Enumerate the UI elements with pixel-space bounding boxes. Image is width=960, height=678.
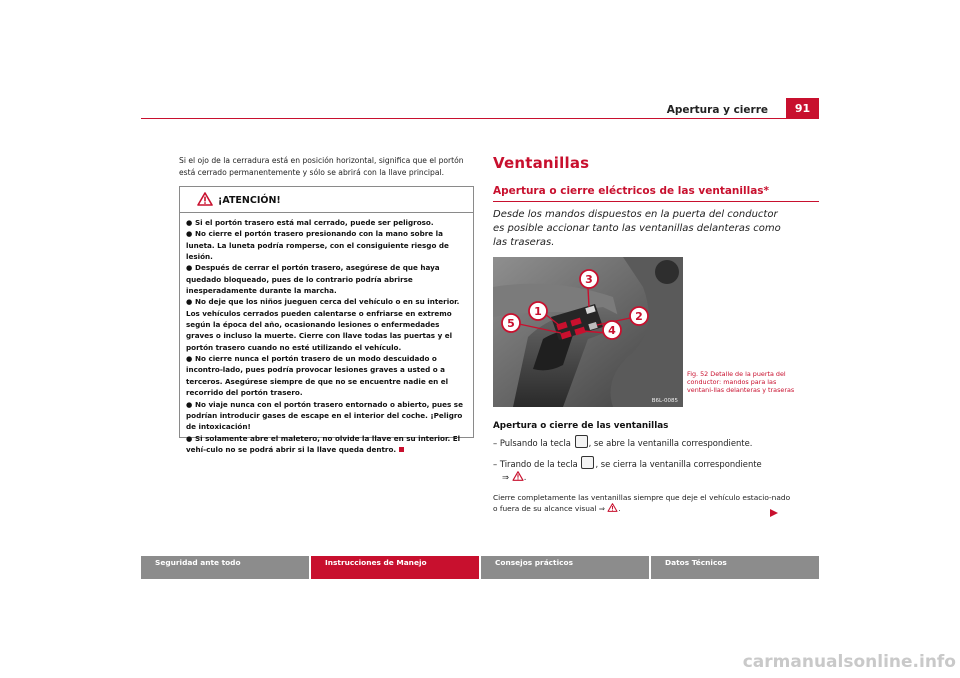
next-page-arrow-icon[interactable] xyxy=(769,508,779,518)
bullet-icon: ● xyxy=(186,433,193,443)
warning-item: ● No deje que los niños jueguen cerca del vehículo o en su interior. Los vehículos cerrados pueden calentarse o enfriarse en extremo según la época del año, ocasionando lesiones o enfermedades graves o incluso la muerte. Cierre con llave todas las puertas y el portón trasero cuando no esté utilizando el vehículo. xyxy=(186,297,460,352)
svg-text:1: 1 xyxy=(534,305,542,318)
footer-tab-consejos[interactable]: Consejos prácticos xyxy=(481,556,649,579)
warning-triangle-icon xyxy=(512,471,524,481)
svg-text:2: 2 xyxy=(635,310,643,323)
door-switch-figure xyxy=(493,257,683,407)
callout-4 xyxy=(603,321,621,339)
callout-2 xyxy=(630,307,648,325)
warning-header xyxy=(180,187,473,213)
subsection-title: Apertura o cierre eléctricos de las ventanillas* xyxy=(493,185,770,197)
bullet-icon: ● xyxy=(186,399,193,409)
watermark-text: carmanualsonline.info xyxy=(742,652,956,672)
operation-step-close: – Tirando de la tecla , se cierra la ventanilla correspondiente ⇒ . xyxy=(493,456,793,484)
bullet-icon: ● xyxy=(186,297,193,307)
svg-text:5: 5 xyxy=(507,317,515,330)
bullet-icon: ● xyxy=(186,218,193,227)
warning-item: ● No cierre nunca el portón trasero de un modo descuidado o incontro-lado, pues podría provocar lesiones graves a usted o a terceros. Asegúrese siempre de que no se encuentre nadie en el recorrido del portón trasero. xyxy=(186,354,449,398)
operation-step-open: – Pulsando la tecla , se abre la ventanilla correspondiente. xyxy=(493,435,793,450)
callout-line-3 xyxy=(588,288,589,307)
callout-3 xyxy=(580,270,598,288)
svg-text:4: 4 xyxy=(608,324,616,337)
warning-title: ¡ATENCIÓN! xyxy=(218,195,281,206)
warning-item: ● No cierre el portón trasero presionando con la mano sobre la luneta. La luneta podría romperse, con el consiguiente riesgo de lesión. xyxy=(186,229,449,262)
bullet-icon: ● xyxy=(186,263,193,273)
bullet-icon: ● xyxy=(186,229,193,239)
warning-item: ● Si el portón trasero está mal cerrado, puede ser peligroso. xyxy=(186,218,434,227)
intro-paragraph: Si el ojo de la cerradura está en posición horizontal, significa que el portón está cerrado permanentemente y sólo se abrirá con la llave principal. xyxy=(179,156,464,177)
lead-paragraph: Desde los mandos dispuestos en la puerta del conductor es posible accionar tanto las ventanillas delanteras como las traseras. xyxy=(493,209,781,248)
footer-tab-datos[interactable]: Datos Técnicos xyxy=(651,556,819,579)
window-switch-key-icon xyxy=(575,435,588,448)
operation-title: Apertura o cierre de las ventanillas xyxy=(493,421,669,431)
warning-box xyxy=(179,186,474,454)
closing-note: Cierre completamente las ventanillas siempre que deje el vehículo estacio-nado o fuera de su alcance visual ⇒ . xyxy=(493,493,791,513)
page-number: 91 xyxy=(786,98,819,118)
section-end-icon xyxy=(399,447,404,452)
window-switch-key-icon xyxy=(581,456,594,469)
warning-list xyxy=(186,217,469,455)
door-lock-knob xyxy=(655,260,679,284)
header-rule xyxy=(141,118,819,119)
warning-divider xyxy=(180,212,473,213)
callout-1 xyxy=(529,302,547,320)
running-header-title: Apertura y cierre xyxy=(666,104,768,116)
footer-tab-seguridad[interactable]: Seguridad ante todo xyxy=(141,556,309,579)
figure-caption: Fig. 52 Detalle de la puerta del conductor: mandos para las ventani-llas delanteras y traseras xyxy=(687,370,795,394)
footer-tab-instrucciones[interactable]: Instrucciones de Manejo xyxy=(311,556,479,579)
warning-item: ● Después de cerrar el portón trasero, asegúrese de que haya quedado bloqueado, pues de lo contrario podría abrirse inesperadamente durante la marcha. xyxy=(186,263,440,296)
warning-item: ● No viaje nunca con el portón trasero entornado o abierto, pues se podrían introducir gases de escape en el interior del coche. ¡Peligro de intoxicación! xyxy=(186,399,463,432)
bullet-icon: ● xyxy=(186,354,193,364)
warning-item: ● Si solamente abre el maletero, no olvide la llave en su interior. El vehí-culo no se podrá abrir si la llave queda dentro. xyxy=(186,433,461,454)
svg-text:3: 3 xyxy=(585,273,593,286)
figure-code: B6L-0085 xyxy=(651,398,678,404)
section-title: Ventanillas xyxy=(493,154,590,172)
callout-5 xyxy=(502,314,520,332)
subsection-rule xyxy=(493,201,819,202)
warning-triangle-icon xyxy=(607,503,618,512)
warning-triangle-icon xyxy=(197,192,213,206)
